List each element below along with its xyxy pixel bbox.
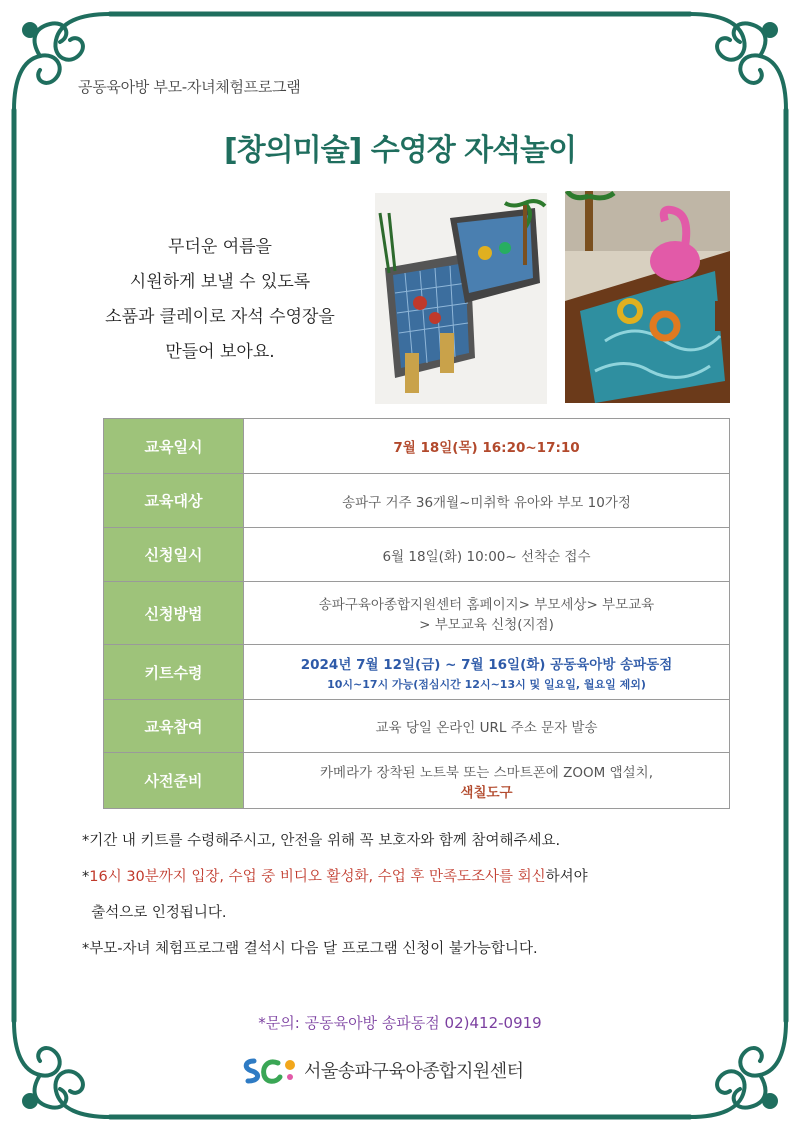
note-attendance-line2: 출석으로 인정됩니다. <box>82 905 227 921</box>
row-value-preparation <box>244 753 730 809</box>
row-label-participation: 교육참여 <box>104 700 244 753</box>
corner-ornament-top-right <box>690 14 786 110</box>
table-row <box>104 474 730 528</box>
corner-ornament-bottom-left <box>14 1021 110 1117</box>
notes-section <box>82 823 732 967</box>
pool-craft-photo-2 <box>565 191 730 403</box>
intro-line: 소품과 클레이로 자석 수영장을 <box>105 307 335 327</box>
note-absence: *부모-자녀 체험프로그램 결석시 다음 달 프로그램 신청이 불가능합니다. <box>82 941 538 957</box>
row-label-apply-date: 신청일시 <box>104 528 244 582</box>
table-row <box>104 645 730 700</box>
intro-line: 무더운 여름을 <box>168 237 272 257</box>
center-logo-row <box>240 1053 524 1087</box>
row-label-target: 교육대상 <box>104 474 244 528</box>
center-name: 서울송파구육아종합지원센터 <box>304 1061 524 1082</box>
date-value: 7월 18일(목) 16:20~17:10 <box>393 440 580 456</box>
intro-line: 시원하게 보낼 수 있도록 <box>129 272 311 292</box>
preparation-line2: 색칠도구 <box>460 784 513 801</box>
table-row <box>104 753 730 809</box>
intro-line: 만들어 보아요. <box>165 342 275 362</box>
row-value-apply-date: 6월 18일(화) 10:00~ 선착순 접수 <box>244 528 730 582</box>
row-label-apply-method: 신청방법 <box>104 582 244 645</box>
kit-hours: 10시~17시 가능(점심시간 12시~13시 및 일요일, 월요일 제외) <box>327 677 646 691</box>
contact-info: *문의: 공동육아방 송파동점 02)412-0919 <box>258 1014 542 1032</box>
table-row <box>104 528 730 582</box>
table-row <box>104 419 730 474</box>
table-row <box>104 700 730 753</box>
corner-ornament-bottom-right <box>690 1021 786 1117</box>
apply-method-line1: 송파구육아종합지원센터 홈페이지> 부모세상> 부모교육 <box>318 597 655 613</box>
row-value-date <box>244 419 730 474</box>
row-value-target: 송파구 거주 36개월~미취학 유아와 부모 10가정 <box>244 474 730 528</box>
row-label-kit: 키트수령 <box>104 645 244 700</box>
program-info-table <box>103 418 730 809</box>
note-attendance-highlight: 16시 30분까지 입장, 수업 중 비디오 활성화, 수업 후 만족도조사를 회신 <box>89 869 546 885</box>
row-value-apply-method <box>244 582 730 645</box>
row-value-participation: 교육 당일 온라인 URL 주소 문자 발송 <box>244 700 730 753</box>
preparation-line1: 카메라가 장착된 노트북 또는 스마트폰에 ZOOM 앱설치, <box>319 764 653 781</box>
page-title: [창의미술] 수영장 자석놀이 <box>223 133 577 168</box>
intro-text <box>70 230 370 370</box>
note-star: * <box>82 869 90 885</box>
note-kit-pickup: *기간 내 키트를 수령해주시고, 안전을 위해 꼭 보호자와 함께 참여해주세요. <box>82 833 561 849</box>
pool-craft-photo-1 <box>375 193 547 404</box>
row-label-preparation: 사전준비 <box>104 753 244 809</box>
note-attendance <box>82 859 732 895</box>
header-subtitle: 공동육아방 부모-자녀체험프로그램 <box>78 78 301 96</box>
note-attendance-rest: 하셔야 <box>545 869 588 885</box>
center-logo-icon <box>240 1053 298 1087</box>
row-label-date: 교육일시 <box>104 419 244 474</box>
kit-date-range: 2024년 7월 12일(금) ~ 7월 16일(화) 공동육아방 송파동점 <box>300 656 673 673</box>
apply-method-line2: > 부모교육 신청(지점) <box>419 617 554 633</box>
table-row <box>104 582 730 645</box>
row-value-kit <box>244 645 730 700</box>
